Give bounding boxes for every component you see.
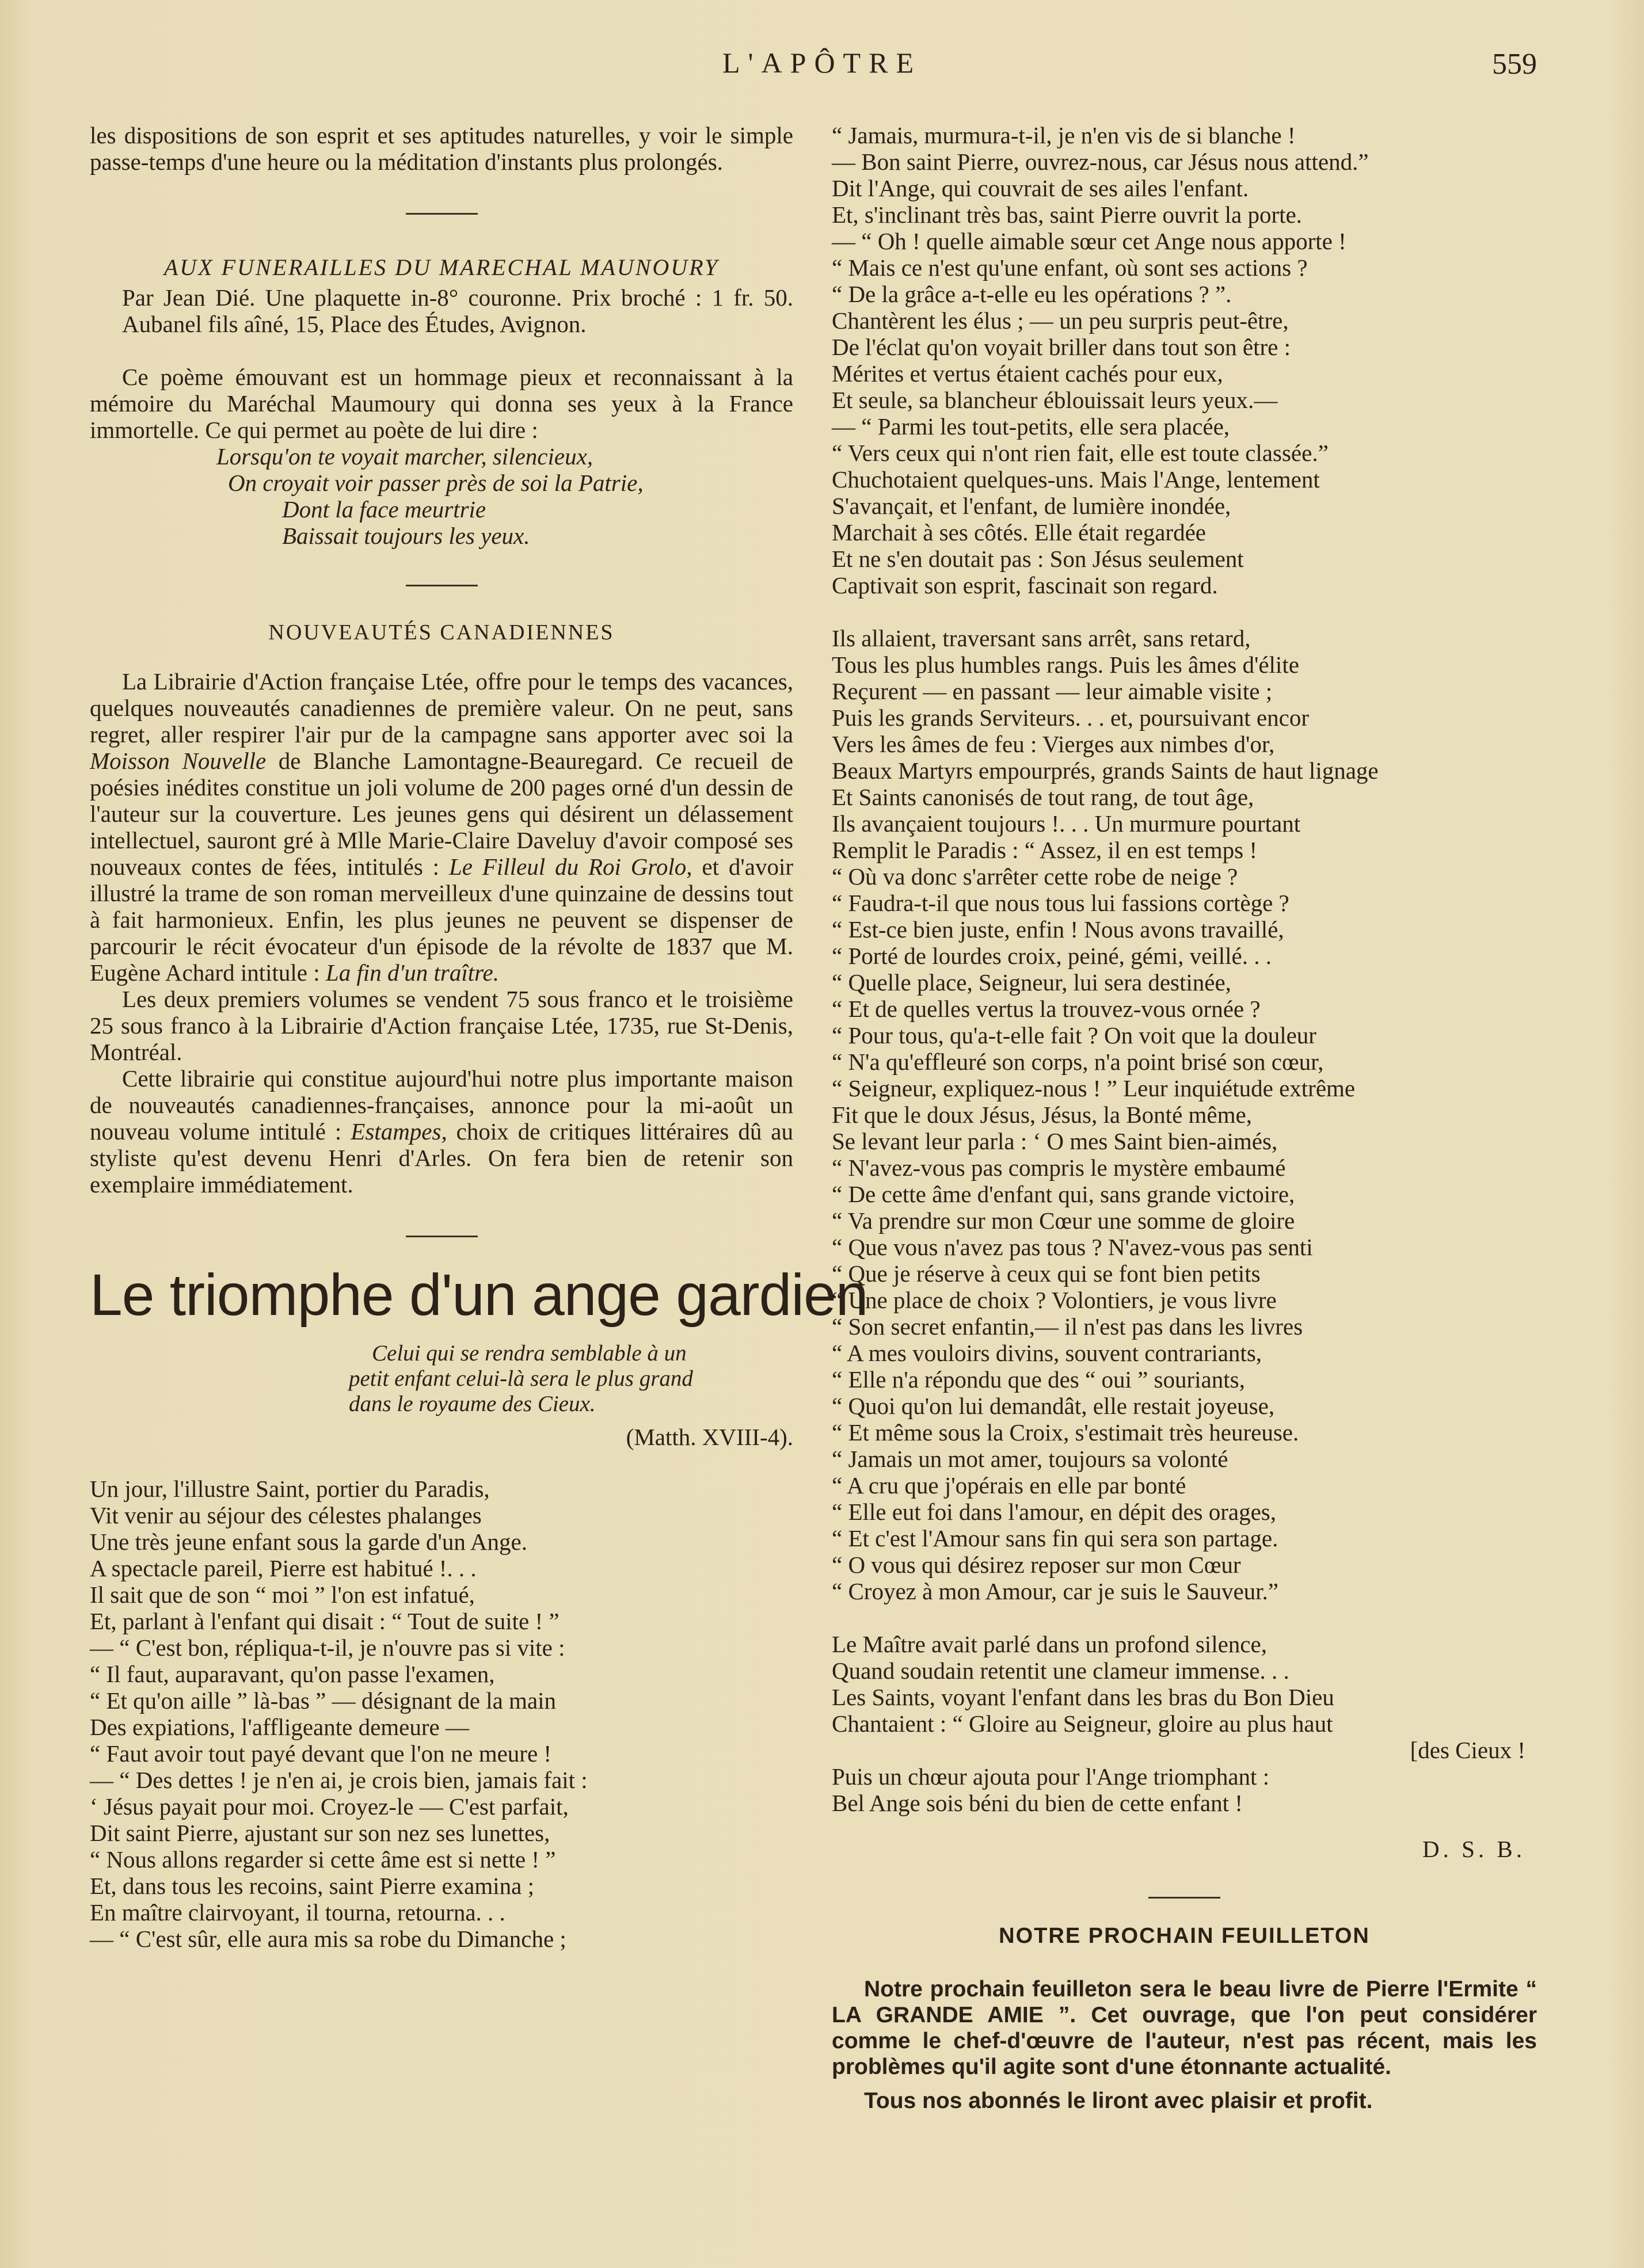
verse-line: Lorsqu'on te voyait marcher, silencieux, (216, 443, 593, 470)
book-title-traitre: La fin d'un traître. (325, 959, 500, 986)
verse-line: “ Mais ce n'est qu'une enfant, où sont ses actions ? (832, 254, 1308, 281)
verse-line: Dit l'Ange, qui couvrait de ses ailes l'enfant. (832, 175, 1249, 201)
nouveautes-paragraph-2: Les deux premiers volumes se vendent 75 sous franco et le troisième 25 sous franco à la Librairie d'Action française Ltée, 1735, rue St-Denis, Montréal. (90, 986, 793, 1065)
maunoury-paragraph: Ce poème émouvant est un hommage pieux et reconnaissant à la mémoire du Maréchal Maumoury qui donna ses yeux à la France immortelle. Ce qui permet au poète de lui dire : (90, 364, 793, 443)
verse-line: Fit que le doux Jésus, Jésus, la Bonté même, (832, 1101, 1252, 1128)
verse-line: “ Et c'est l'Amour sans fin qui sera son partage. (832, 1525, 1278, 1552)
verse-line: Marchait à ses côtés. Elle était regardée (832, 519, 1206, 546)
text-run: Cette librairie qui constitue aujourd'hui notre plus importante maison de nouveautés canadiennes-françaises, annonce pour la mi-août un nouveau volume intitulé : (90, 1065, 793, 1145)
poem-stanza-2 (832, 625, 1537, 1604)
book-title-estampes: Estampes, (351, 1118, 447, 1145)
poem-stanza-3b (832, 1763, 1537, 1816)
book-title-grande-amie: “ LA GRANDE AMIE ” (832, 1977, 1537, 2027)
feuilleton-title: NOTRE PROCHAIN FEUILLETON (999, 1924, 1370, 1948)
verse-line: — “ Des dettes ! je n'en ai, je crois bien, jamais fait : (90, 1767, 588, 1793)
verse-line: Les Saints, voyant l'enfant dans les bras du Bon Dieu (832, 1684, 1334, 1710)
verse-line: “ Faut avoir tout payé devant que l'on ne meure ! (90, 1740, 552, 1767)
verse-line: “ Que je réserve à ceux qui se font bien petits (832, 1260, 1261, 1287)
verse-line: [des Cieux ! (1410, 1737, 1525, 1763)
verse-line: “ Elle eut foi dans l'amour, en dépit des orages, (832, 1499, 1276, 1525)
poem-stanza-left (90, 1476, 793, 1952)
verse-line: De l'éclat qu'on voyait briller dans tout son être : (832, 334, 1291, 360)
verse-line: Bel Ange sois béni du bien de cette enfant ! (832, 1790, 1243, 1816)
poem-reference: (Matth. XVIII-4). (626, 1424, 793, 1450)
poem-signature: D. S. B. (1422, 1836, 1525, 1862)
poem-stanza-3 (832, 1631, 1537, 1737)
verse-line: Beaux Martyrs empourprés, grands Saints de haut lignage (832, 757, 1379, 784)
verse-line: Chuchotaient quelques-uns. Mais l'Ange, lentement (832, 466, 1320, 493)
verse-line: “ Elle n'a répondu que des “ oui ” souriants, (832, 1366, 1245, 1393)
text-run: choix de critiques littéraires dû au styliste qu'est devenu Henri d'Arles. On fera bien de retenir son exemplaire immédiatement. (90, 1118, 793, 1198)
verse-line: Ils allaient, traversant sans arrêt, sans retard, (832, 625, 1251, 651)
verse-line: “ N'avez-vous pas compris le mystère embaumé (832, 1154, 1286, 1181)
verse-line: En maître clairvoyant, il tourna, retourna. . . (90, 1899, 505, 1926)
verse-line: Dont la face meurtrie (282, 496, 486, 523)
running-head (0, 46, 1644, 86)
verse-line: “ A cru que j'opérais en elle par bonté (832, 1472, 1186, 1499)
verse-line: Et, s'inclinant très bas, saint Pierre ouvrit la porte. (832, 201, 1302, 228)
page-number: 559 (1492, 48, 1537, 81)
verse-line: “ Porté de lourdes croix, peiné, gémi, veillé. . . (832, 943, 1272, 969)
verse-line: — “ Parmi les tout-petits, elle sera placée, (832, 413, 1230, 440)
section-rule (406, 1236, 478, 1237)
section-rule (406, 585, 478, 586)
poem-epigraph (90, 1341, 793, 1417)
verse-line: “ Son secret enfantin,— il n'est pas dans les livres (832, 1313, 1303, 1340)
epigraph-line: dans le royaume des Cieux. (349, 1392, 596, 1416)
verse-line: Ils avançaient toujours !. . . Un murmure pourtant (832, 810, 1301, 837)
verse-line: “ Va prendre sur mon Cœur une somme de gloire (832, 1207, 1295, 1234)
verse-line: Et, parlant à l'enfant qui disait : “ Tout de suite ! ” (90, 1608, 560, 1634)
verse-line: — “ Oh ! quelle aimable sœur cet Ange nous apporte ! (832, 228, 1346, 254)
book-title-filleul: Le Filleul du Roi Grolo, (448, 853, 692, 880)
nouveautes-paragraph-3 (90, 1065, 793, 1198)
poem-stanza-1 (832, 122, 1537, 599)
verse-line: Puis un chœur ajouta pour l'Ange triomphant : (832, 1763, 1270, 1790)
left-column (90, 122, 868, 1952)
verse-line: — “ C'est bon, répliqua-t-il, je n'ouvre pas si vite : (90, 1634, 565, 1661)
verse-line: “ Jamais, murmura-t-il, je n'en vis de si blanche ! (832, 122, 1296, 148)
section-rule (406, 213, 478, 215)
maunoury-title: AUX FUNERAILLES DU MARECHAL MAUNOURY (163, 254, 720, 280)
verse-line: Tous les plus humbles rangs. Puis les âmes d'élite (832, 651, 1299, 678)
verse-line: “ Où va donc s'arrêter cette robe de neige ? (832, 863, 1238, 890)
verse-line: Le Maître avait parlé dans un profond silence, (832, 1631, 1267, 1657)
verse-line: “ O vous qui désirez reposer sur mon Cœur (832, 1552, 1241, 1578)
verse-line: “ A mes vouloirs divins, souvent contrariants, (832, 1340, 1262, 1366)
verse-line: Remplit le Paradis : “ Assez, il en est temps ! (832, 837, 1258, 863)
verse-line: ‘ Jésus payait pour moi. Croyez-le — C'est parfait, (90, 1793, 569, 1820)
verse-line: “ Seigneur, expliquez-nous ! ” Leur inquiétude extrême (832, 1075, 1356, 1101)
nouveautes-title: NOUVEAUTÉS CANADIENNES (268, 620, 615, 645)
verse-line: “ Vers ceux qui n'ont rien fait, elle est toute classée.” (832, 440, 1329, 466)
verse-line: “ N'a qu'effleuré son corps, n'a point brisé son cœur, (832, 1049, 1324, 1075)
verse-line: Et seule, sa blancheur éblouissait leurs yeux.— (832, 387, 1278, 413)
verse-line: Mérites et vertus étaient cachés pour eux, (832, 360, 1223, 387)
verse-line: S'avançait, et l'enfant, de lumière inondée, (832, 493, 1231, 519)
verse-line: Un jour, l'illustre Saint, portier du Paradis, (90, 1476, 490, 1502)
feuilleton-paragraph (832, 1976, 1537, 2080)
verse-line: “ Est-ce bien juste, enfin ! Nous avons travaillé, (832, 916, 1284, 943)
verse-line: Une très jeune enfant sous la garde d'un Ange. (90, 1528, 527, 1555)
verse-line: A spectacle pareil, Pierre est habitué !. . . (90, 1555, 477, 1581)
verse-line: On croyait voir passer près de soi la Patrie, (228, 470, 644, 496)
text-run: Notre prochain feuilleton sera le beau livre de Pierre l'Ermite (864, 1977, 1526, 2002)
verse-line: “ Quoi qu'on lui demandât, elle restait joyeuse, (832, 1393, 1275, 1419)
verse-line: — “ C'est sûr, elle aura mis sa robe du Dimanche ; (90, 1926, 566, 1952)
verse-line: Quand soudain retentit une clameur immense. . . (832, 1657, 1289, 1684)
verse-line: Il sait que de son “ moi ” l'on est infatué, (90, 1581, 475, 1608)
intro-paragraph: les dispositions de son esprit et ses aptitudes naturelles, y voir le simple passe-temps d'une heure ou la méditation d'instants plus prolongés. (90, 122, 793, 175)
text-run: et d'avoir illustré la trame de son roman merveilleux d'une quinzaine de dessins tout à fait harmonieux. Enfin, les plus jeunes ne peuvent se dispenser de parcourir le récit évocateur d'un épisode de la révolte de 1837 que M. Eugène Achard intitule : (90, 853, 793, 986)
verse-line: “ Que vous n'avez pas tous ? N'avez-vous pas senti (832, 1234, 1313, 1260)
feuilleton-closing: Tous nos abonnés le liront avec plaisir et profit. (864, 2088, 1373, 2113)
verse-line: “ Pour tous, qu'a-t-elle fait ? On voit que la douleur (832, 1022, 1316, 1049)
verse-line: Se levant leur parla : ‘ O mes Saint bien-aimés, (832, 1128, 1278, 1154)
verse-line: Et ne s'en doutait pas : Son Jésus seulement (832, 546, 1244, 572)
verse-line: “ Et de quelles vertus la trouvez-vous ornée ? (832, 996, 1261, 1022)
verse-line: “ Et qu'on aille ” là-bas ” — désignant de la main (90, 1687, 557, 1714)
verse-line: “ Faudra-t-il que nous tous lui fassions cortège ? (832, 890, 1289, 916)
maunoury-details: Par Jean Dié. Une plaquette in-8° couronne. Prix broché : 1 fr. 50. Aubanel fils aîné, 15, Place des Études, Avignon. (122, 284, 793, 337)
verse-line: “ Nous allons regarder si cette âme est si nette ! ” (90, 1846, 556, 1873)
verse-line: Chantaient : “ Gloire au Seigneur, gloire au plus haut (832, 1710, 1333, 1737)
verse-line: “ Une place de choix ? Volontiers, je vous livre (832, 1287, 1277, 1313)
verse-line: Dit saint Pierre, ajustant sur son nez ses lunettes, (90, 1820, 550, 1846)
verse-line: Puis les grands Serviteurs. . . et, poursuivant encor (832, 704, 1309, 731)
verse-line: “ Croyez à mon Amour, car je suis le Sauveur.” (832, 1578, 1278, 1604)
verse-line: Et, dans tous les recoins, saint Pierre examina ; (90, 1873, 534, 1899)
epigraph-line: Celui qui se rendra semblable à un (372, 1341, 687, 1366)
verse-line: Et Saints canonisés de tout rang, de tout âge, (832, 784, 1254, 810)
verse-line: “ Jamais un mot amer, toujours sa volonté (832, 1446, 1228, 1472)
verse-line: Vers les âmes de feu : Vierges aux nimbes d'or, (832, 731, 1275, 757)
text-run: de Blanche Lamontagne-Beauregard. Ce recueil de poésies inédites constitue un joli volume de 200 pages orné d'un dessin de l'auteur sur la couverture. Les jeunes gens qui désirent un délassement intellectuel, sauront gré à Mlle Marie-Claire Daveluy d'avoir composé ses nouveaux contes de fées, intitulés : (90, 748, 793, 880)
verse-line: “ De cette âme d'enfant qui, sans grande victoire, (832, 1181, 1295, 1207)
poem-title: Le triomphe d'un ange gardien (90, 1262, 868, 1328)
verse-line: Chantèrent les élus ; — un peu surpris peut-être, (832, 307, 1289, 334)
right-column (832, 122, 1537, 2114)
verse-line: Reçurent — en passant — leur aimable visite ; (832, 678, 1273, 704)
text-run: . Cet ouvrage, que l'on peut considérer comme le chef-d'œuvre de l'auteur, n'est pas récent, mais les problèmes qu'il agite sont d'une étonnante actualité. (832, 2003, 1538, 2079)
verse-line: — Bon saint Pierre, ouvrez-nous, car Jésus nous attend.” (832, 148, 1369, 175)
section-rule (1148, 1897, 1220, 1899)
verse-line: “ De la grâce a-t-elle eu les opérations ? ”. (832, 281, 1232, 307)
verse-line: “ Il faut, auparavant, qu'on passe l'examen, (90, 1661, 495, 1687)
journal-title: L'APÔTRE (722, 47, 922, 79)
verse-line: Captivait son esprit, fascinait son regard. (832, 572, 1218, 599)
verse-line: Des expiations, l'affligeante demeure — (90, 1714, 469, 1740)
text-run: La Librairie d'Action française Ltée, offre pour le temps des vacances, quelques nouveautés canadiennes de première valeur. On ne peut, sans regret, aller respirer l'air pur de la campagne sans apporter avec soi la (90, 668, 793, 748)
verse-line: “ Quelle place, Seigneur, lui sera destinée, (832, 969, 1231, 996)
epigraph-line: petit enfant celui-là sera le plus grand (349, 1366, 693, 1391)
verse-line: Baissait toujours les yeux. (282, 523, 530, 549)
nouveautes-paragraph-1 (90, 668, 793, 986)
verse-line: “ Et même sous la Croix, s'estimait très heureuse. (832, 1419, 1299, 1446)
verse-line: Vit venir au séjour des célestes phalanges (90, 1502, 482, 1528)
maunoury-verse (90, 443, 793, 549)
book-title-moisson: Moisson Nouvelle (90, 748, 267, 774)
